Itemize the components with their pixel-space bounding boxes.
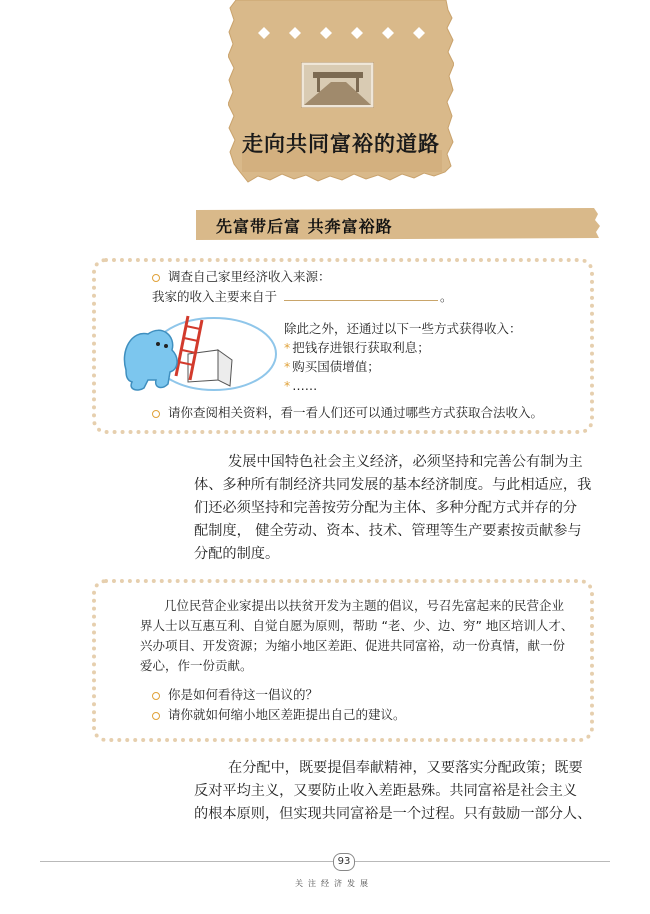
initiative-line: 兴办项目、开发资源；为缩小地区差距、促进共同富裕，动一份真情，献一份 [140,638,566,653]
bullet-item-text: …… [292,378,318,393]
question-text: 请你就如何缩小地区差距提出自己的建议。 [168,707,406,722]
paragraph-line: 在分配中，既要提倡奉献精神，又要落实分配政策；既要 [228,760,583,776]
paragraph-line: 反对平均主义，又要防止收入差距悬殊。共同富裕是社会主义 [194,783,578,799]
paragraph-line: 分配的制度。 [194,546,280,562]
section-title: 先富带后富 共奔富裕路 [216,217,393,236]
activity-prompt-1-text: 调查自己家里经济收入来源： [168,269,331,284]
other-ways-text: 除此之外，还通过以下一些方式获得收入： [284,321,522,336]
activity-prompt-1 [152,268,331,286]
bullet-item [284,377,317,395]
bullet-item [284,339,430,357]
star-bullet-icon: * [284,359,291,374]
running-title: 关注经济发展 [295,879,373,888]
star-bullet-icon: * [284,378,291,393]
fill-in-sentence: 我家的收入主要来自于 [152,289,278,304]
initiative-line: 爱心，作一份贡献。 [140,658,253,673]
circle-bullet-icon [152,692,160,700]
highway-photo-image [301,62,374,108]
fill-in-blank-line [284,300,438,301]
circle-bullet-icon [152,410,160,418]
activity-prompt-2-text: 请你查阅相关资料，看一看人们还可以通过哪些方式获取合法收入。 [168,405,544,420]
bullet-item-text: 把钱存进银行获取利息； [292,340,430,355]
activity-prompt-2 [152,404,543,422]
circle-bullet-icon [152,712,160,720]
circle-bullet-icon [152,274,160,282]
paragraph-line: 们还必须坚持和完善按劳分配为主体、多种分配方式并存的分 [194,500,578,516]
ladder-character-illustration [118,310,278,394]
fill-in-end: 。 [440,289,453,304]
page-number: 93 [333,853,355,871]
diamond-ornament-row [258,27,426,39]
initiative-line: 几位民营企业家提出以扶贫开发为主题的倡议，号召先富起来的民营企业 [164,598,565,613]
paragraph-line: 发展中国特色社会主义经济，必须坚持和完善公有制为主 [228,454,583,470]
question-item [152,706,406,724]
bullet-item-text: 购买国债增值； [292,359,380,374]
paragraph-line: 的根本原则，但实现共同富裕是一个过程。只有鼓励一部分人、 [194,806,592,822]
question-text: 你是如何看待这一倡议的？ [168,687,319,702]
footer-rule [40,861,610,862]
lesson-title: 走向共同富裕的道路 [242,131,440,156]
paragraph-line: 配制度， 健全劳动、资本、技术、管理等生产要素按贡献参与 [194,523,582,539]
initiative-line: 界人士以互惠互利、自觉自愿为原则，帮助 “老、少、边、穷” 地区培训人才、 [140,618,574,633]
question-item [152,686,318,704]
paragraph-line: 体、多种所有制经济共同发展的基本经济制度。与此相适应，我 [194,477,592,493]
star-bullet-icon: * [284,340,291,355]
bullet-item [284,358,380,376]
